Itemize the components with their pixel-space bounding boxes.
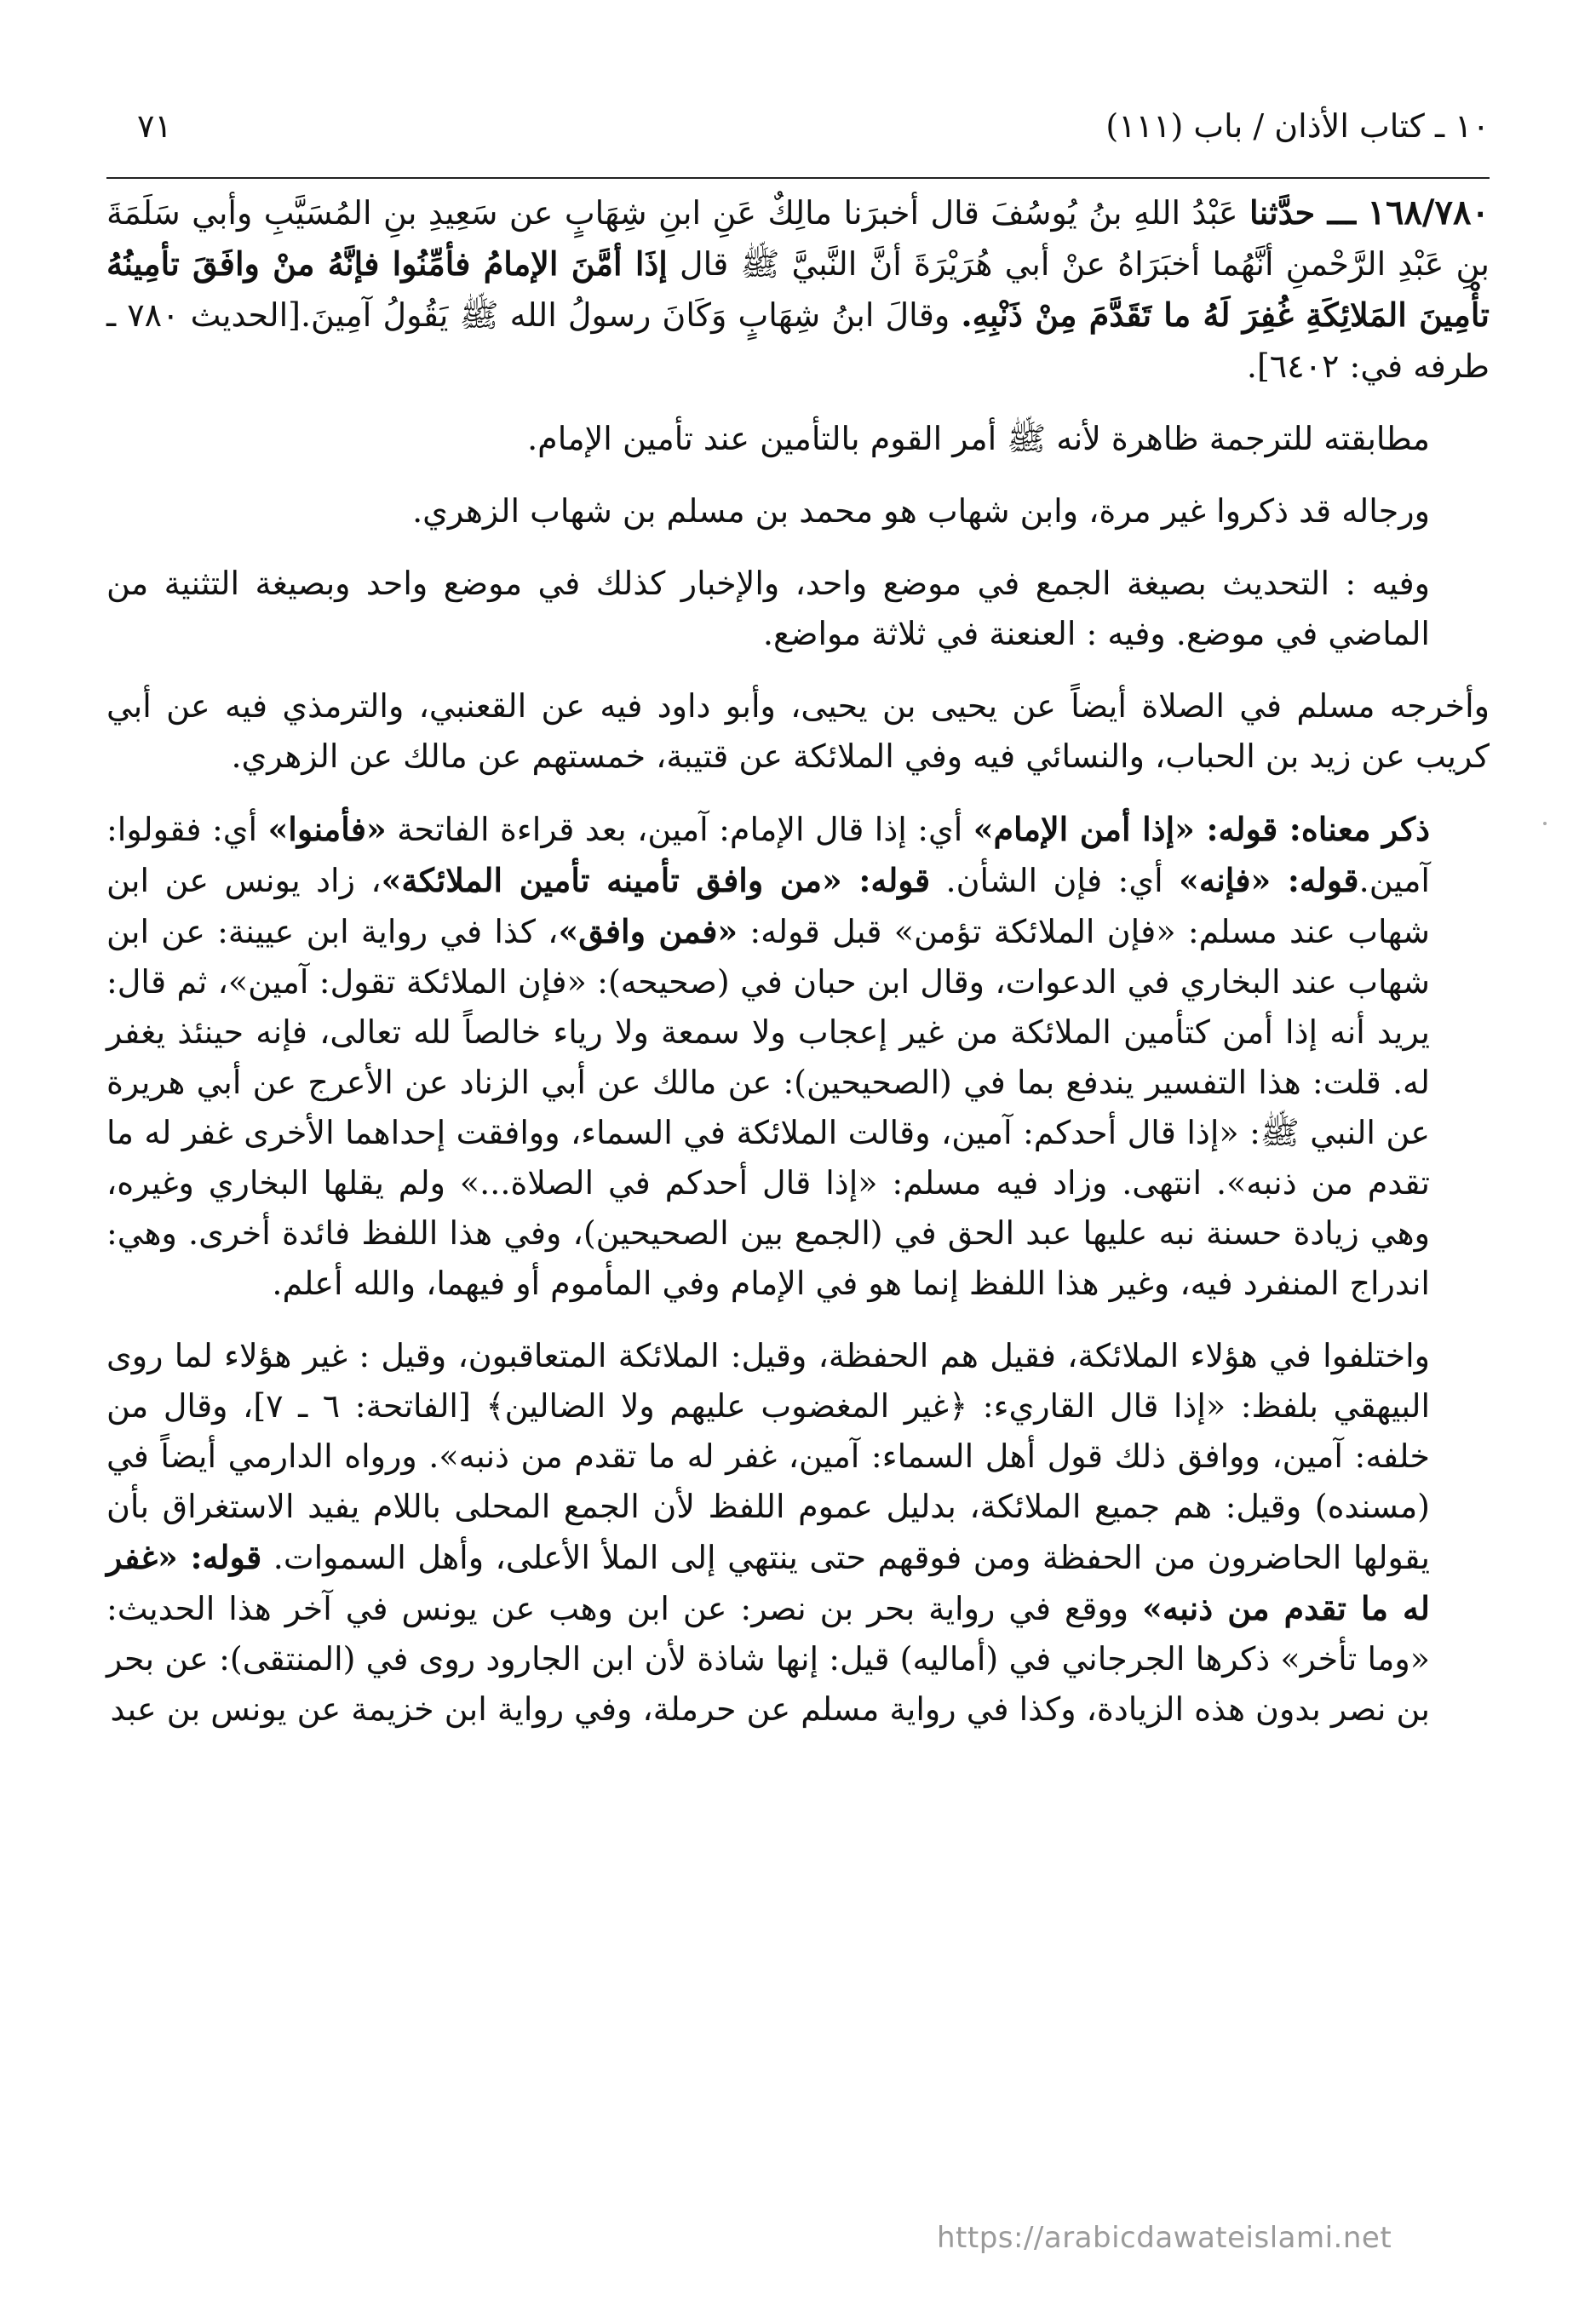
meaning-lead: ذكر معناه: قوله: «إذا أمن الإمام» [973,810,1430,848]
page-number: ٧١ [137,107,172,145]
paragraph-correspondence: مطابقته للترجمة ظاهرة لأنه ﷺ أمر القوم بالتأمين عند تأمين الإمام. [527,420,1430,457]
paragraph-angels [106,1331,1490,1735]
margin-speck [1543,822,1547,825]
meaning-fa-innahu: قوله: «فإنه» [1179,861,1359,899]
page-header [106,94,1490,170]
hadith-matn: إذَا أمَّنَ الإمامُ فأمِّنُوا فإنَّهُ منْ وافَقَ تأمِينُهُ تأْمِينَ المَلائِكَةِ غُفِرَ لَهُ ما تَقَدَّمَ مِنْ ذَنْبِهِ. [106,244,1490,334]
hadith-intro: ـــ حدَّثنا [1249,193,1357,232]
hadith-chain: عَبْدُ اللهِ بنُ يُوسُفَ قال أخبرَنا مالِكٌ عَنِ ابنِ شِهَابٍ عن سَعِيدِ بنِ المُسَيَّبِ وأبي سَلَمَةَ بنِ عَبْدِ الرَّحْمنِ أنَّهُما أخبَرَاهُ عنْ أبي هُرَيْرَةَ أنَّ النَّبيَّ ﷺ قال [106,194,1490,283]
meaning-text-g: ، زاد يونس عن ابن شهاب عند مسلم: «فإن الملائكة تؤمن» قبل قوله: [106,862,1430,950]
meaning-fa-man-wafaqa: «فمن وافق» [558,912,738,950]
meaning-text-a: أي: إذا قال الإمام: آمين، بعد قراءة الفاتحة [386,811,973,848]
page-body [106,187,1490,1757]
watermark-url: https://arabicdawateislami.net [937,2221,1392,2255]
hadith-block [106,187,1490,392]
paragraph-meaning [106,804,1490,1309]
hadith-number: ١٦٨/٧٨٠ [1367,192,1490,232]
meaning-text-e: أي: فإن الشأن. [930,862,1180,899]
angels-ghufira: قوله: «غفر له ما تقدم من ذنبه» [106,1538,1431,1627]
header-divider [106,177,1490,179]
paragraph-wording: وفيه : التحديث بصيغة الجمع في موضع واحد، والإخبار كذلك في موضع واحد وبصيغة التثنية من الماضي في موضع. وفيه : العنعنة في ثلاثة مواضع. [106,565,1430,652]
angels-text-c: ووقع في رواية بحر بن نصر: عن ابن وهب عن يونس في آخر هذا الحديث: «وما تأخر» ذكرها الجرجاني في (أماليه) قيل: إنها شاذة لأن ابن الجارود روى في (المنتقى): عن بحر بن نصر بدون هذه الزيادة، وكذا في رواية مسلم عن حرملة، وفي رواية ابن خزيمة عن يونس بن عبد [106,1590,1430,1728]
meaning-fa-amminu: «فأمنوا» [267,810,387,848]
paragraph-narrators: ورجاله قد ذكروا غير مرة، وابن شهاب هو محمد بن مسلم بن شهاب الزهري. [412,492,1430,530]
hadith-tail: وقالَ ابنُ شِهَابٍ وَكَانَ رسولُ الله ﷺ يَقُولُ آمِينَ.[الحديث ٧٨٠ ـ طرفه في: ٦٤٠٢]. [106,296,1490,385]
meaning-text-i: ، كذا في رواية ابن عيينة: عن ابن شهاب عند البخاري في الدعوات، وقال ابن حبان في (صحيحه): «فإن الملائكة تقول: آمين»، ثم قال: يريد أنه إذا أمن كتأمين الملائكة من غير إعجاب ولا سمعة ولا رياء خالصاً لله تعالى، فإنه حينئذ يغفر له. قلت: هذا التفسير يندفع بما في (الصحيحين): عن مالك عن أبي الزناد عن الأعرج عن أبي هريرة عن النبي ﷺ: «إذا قال أحدكم: آمين، وقالت الملائكة في السماء، ووافقت إحداهما الأخرى غفر له ما تقدم من ذنبه». انتهى. وزاد فيه مسلم: «إذا قال أحدكم في الصلاة...» ولم يقلها البخاري وغيره، وهي زيادة حسنة نبه عليها عبد الحق في (الجمع بين الصحيحين)، وفي هذا اللفظ فائدة أخرى. وهي: اندراج المنفرد فيه، وغير هذا اللفظ إنما هو في الإمام وفي المأموم أو فيهما، والله أعلم. [106,913,1430,1302]
meaning-man-wafaqa: قوله: «من وافق تأمينه تأمين الملائكة» [381,861,931,899]
paragraph-takhrij: وأخرجه مسلم في الصلاة أيضاً عن يحيى بن يحيى، وأبو داود فيه عن القعنبي، والترمذي فيه عن أبي كريب عن زيد بن الحباب، والنسائي فيه وفي الملائكة عن قتيبة، خمستهم عن مالك عن الزهري. [106,687,1490,775]
running-title: ١٠ ـ كتاب الأذان / باب (١١١) [1105,107,1490,145]
angels-text-a: واختلفوا في هؤلاء الملائكة، فقيل هم الحفظة، وقيل: الملائكة المتعاقبون، وقيل : غير هؤلاء لما روى البيهقي بلفظ: «إذا قال القاريء: ﴿غير المغضوب عليهم ولا الضالين﴾ [الفاتحة: ٦ ـ ٧]، وقال من خلفه: آمين، ووافق ذلك قول أهل السماء: آمين، غفر له ما تقدم من ذنبه». ورواه الدارمي أيضاً في (مسنده) وقيل: هم جميع الملائكة، بدليل عموم اللفظ لأن الجمع المحلى باللام يفيد الاستغراق بأن يقولها الحاضرون من الحفظة ومن فوقهم حتى ينتهي إلى الملأ الأعلى، وأهل السموات. [106,1337,1431,1576]
meaning-text-c: أي: فقولوا: آمين. [106,811,1430,899]
